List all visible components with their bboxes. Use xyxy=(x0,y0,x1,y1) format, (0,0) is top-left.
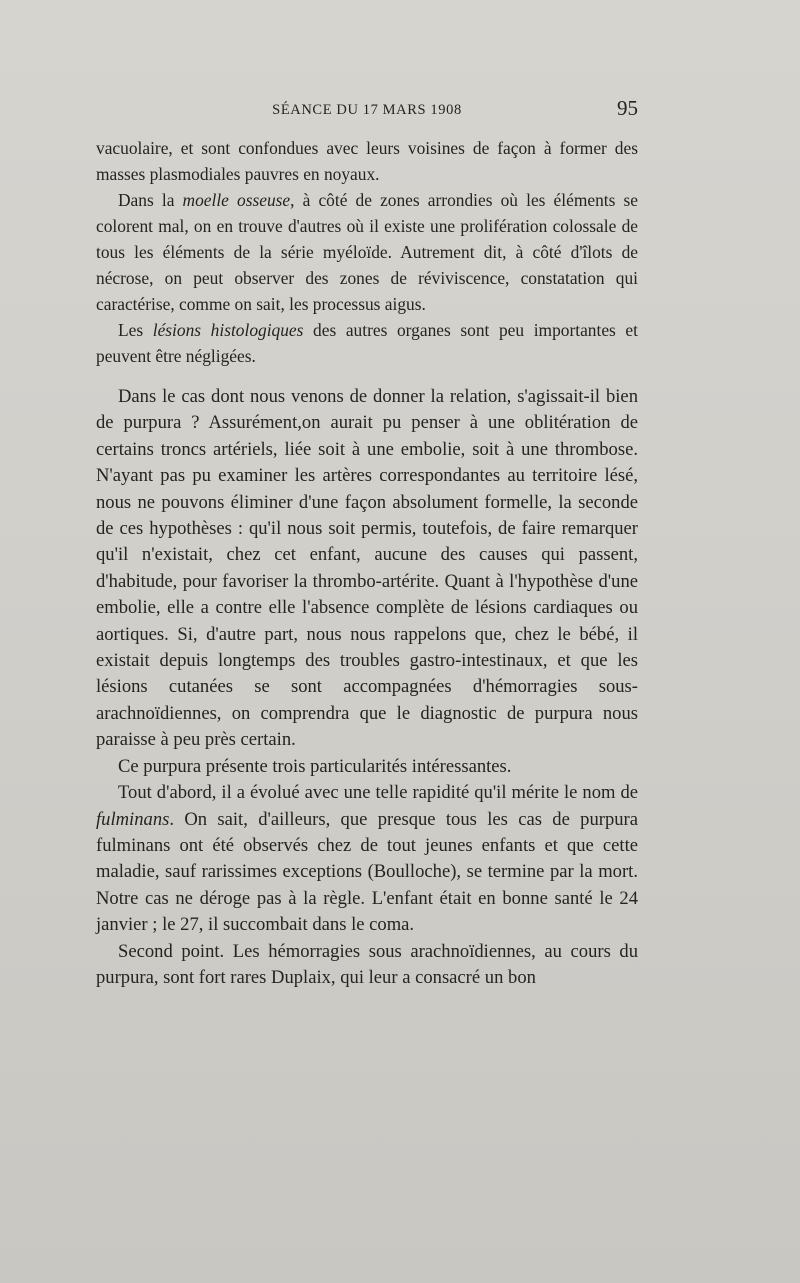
paragraph: vacuolaire, et sont confondues avec leurs voisines de façon à former des masses plasmodiales pauvres en noyaux. xyxy=(96,138,638,184)
paragraph-fulminans xyxy=(96,780,638,938)
paragraph-lead: Dans la xyxy=(118,190,183,210)
text-block-2 xyxy=(96,384,638,991)
paragraph-lead: Tout d'abord, il a évolué avec une telle rapidité qu'il mérite le nom de xyxy=(118,782,638,804)
emphasis: moelle osseuse xyxy=(182,190,291,210)
paragraph-rest: . On sait, d'ailleurs, que presque tous les cas de purpura fulminans ont été observés chez de tout jeunes enfants et que cette maladie, sauf rarissimes exceptions (Boulloche), se termine par la mort. Notre cas ne déroge pas à la règle. L'enfant était en bonne santé le 24 janvier ; le 27, il succombait dans le coma. xyxy=(96,808,638,936)
emphasis: lésions histologiques xyxy=(152,320,304,340)
paragraph-lead: Les xyxy=(118,320,153,340)
emphasis: fulminans xyxy=(96,808,170,830)
running-title: SÉANCE DU 17 MARS 1908 xyxy=(272,102,462,118)
paragraph-moelle-osseuse xyxy=(96,187,638,317)
page-number: 95 xyxy=(617,96,638,120)
text-block-1 xyxy=(96,135,638,369)
paragraph-rest: des autres organes sont peu importantes et peuvent être négligées. xyxy=(96,320,638,366)
paragraph-lesions xyxy=(96,317,638,369)
page-header xyxy=(96,96,638,126)
paragraph: Dans le cas dont nous venons de donner la relation, s'agissait-il bien de purpura ? Assurément,on aurait pu penser à une oblitération de certains troncs artériels, liée soit à une embolie, soit à une thrombose. N'ayant pas pu examiner les artères correspondantes au territoire lésé, nous ne pouvons éliminer d'une façon absolument formelle, la seconde de ces hypothèses : qu'il nous soit permis, toutefois, de faire remarquer qu'il n'existait, chez cet enfant, aucune des causes qui passent, d'habitude, pour favoriser la thrombo-artérite. Quant à l'hypothèse d'une embolie, elle a contre elle l'absence complète de lésions cardiaques ou aortiques. Si, d'autre part, nous nous rappelons que, chez le bébé, il existait depuis longtemps des troubles gastro-intestinaux, et que les lésions cutanées se sont accompagnées d'hémorragies sous-arachnoïdiennes, on comprendra que le diagnostic de purpura nous paraisse à peu près certain. xyxy=(96,386,638,751)
paragraph: Ce purpura présente trois particularités intéressantes. xyxy=(118,755,512,777)
paragraph: Second point. Les hémorragies sous arachnoïdiennes, au cours du purpura, sont fort rares Duplaix, qui leur a consacré un bon xyxy=(96,940,638,988)
paragraph-rest: , à côté de zones arrondies où les éléments se colorent mal, on en trouve d'autres où il existe une prolifération colossale de tous les éléments de la série myéloïde. Autrement dit, à côté d'îlots de nécrose, on peut observer des zones de réviviscence, constatation qui caractérise, comme on sait, les processus aigus. xyxy=(96,190,638,314)
